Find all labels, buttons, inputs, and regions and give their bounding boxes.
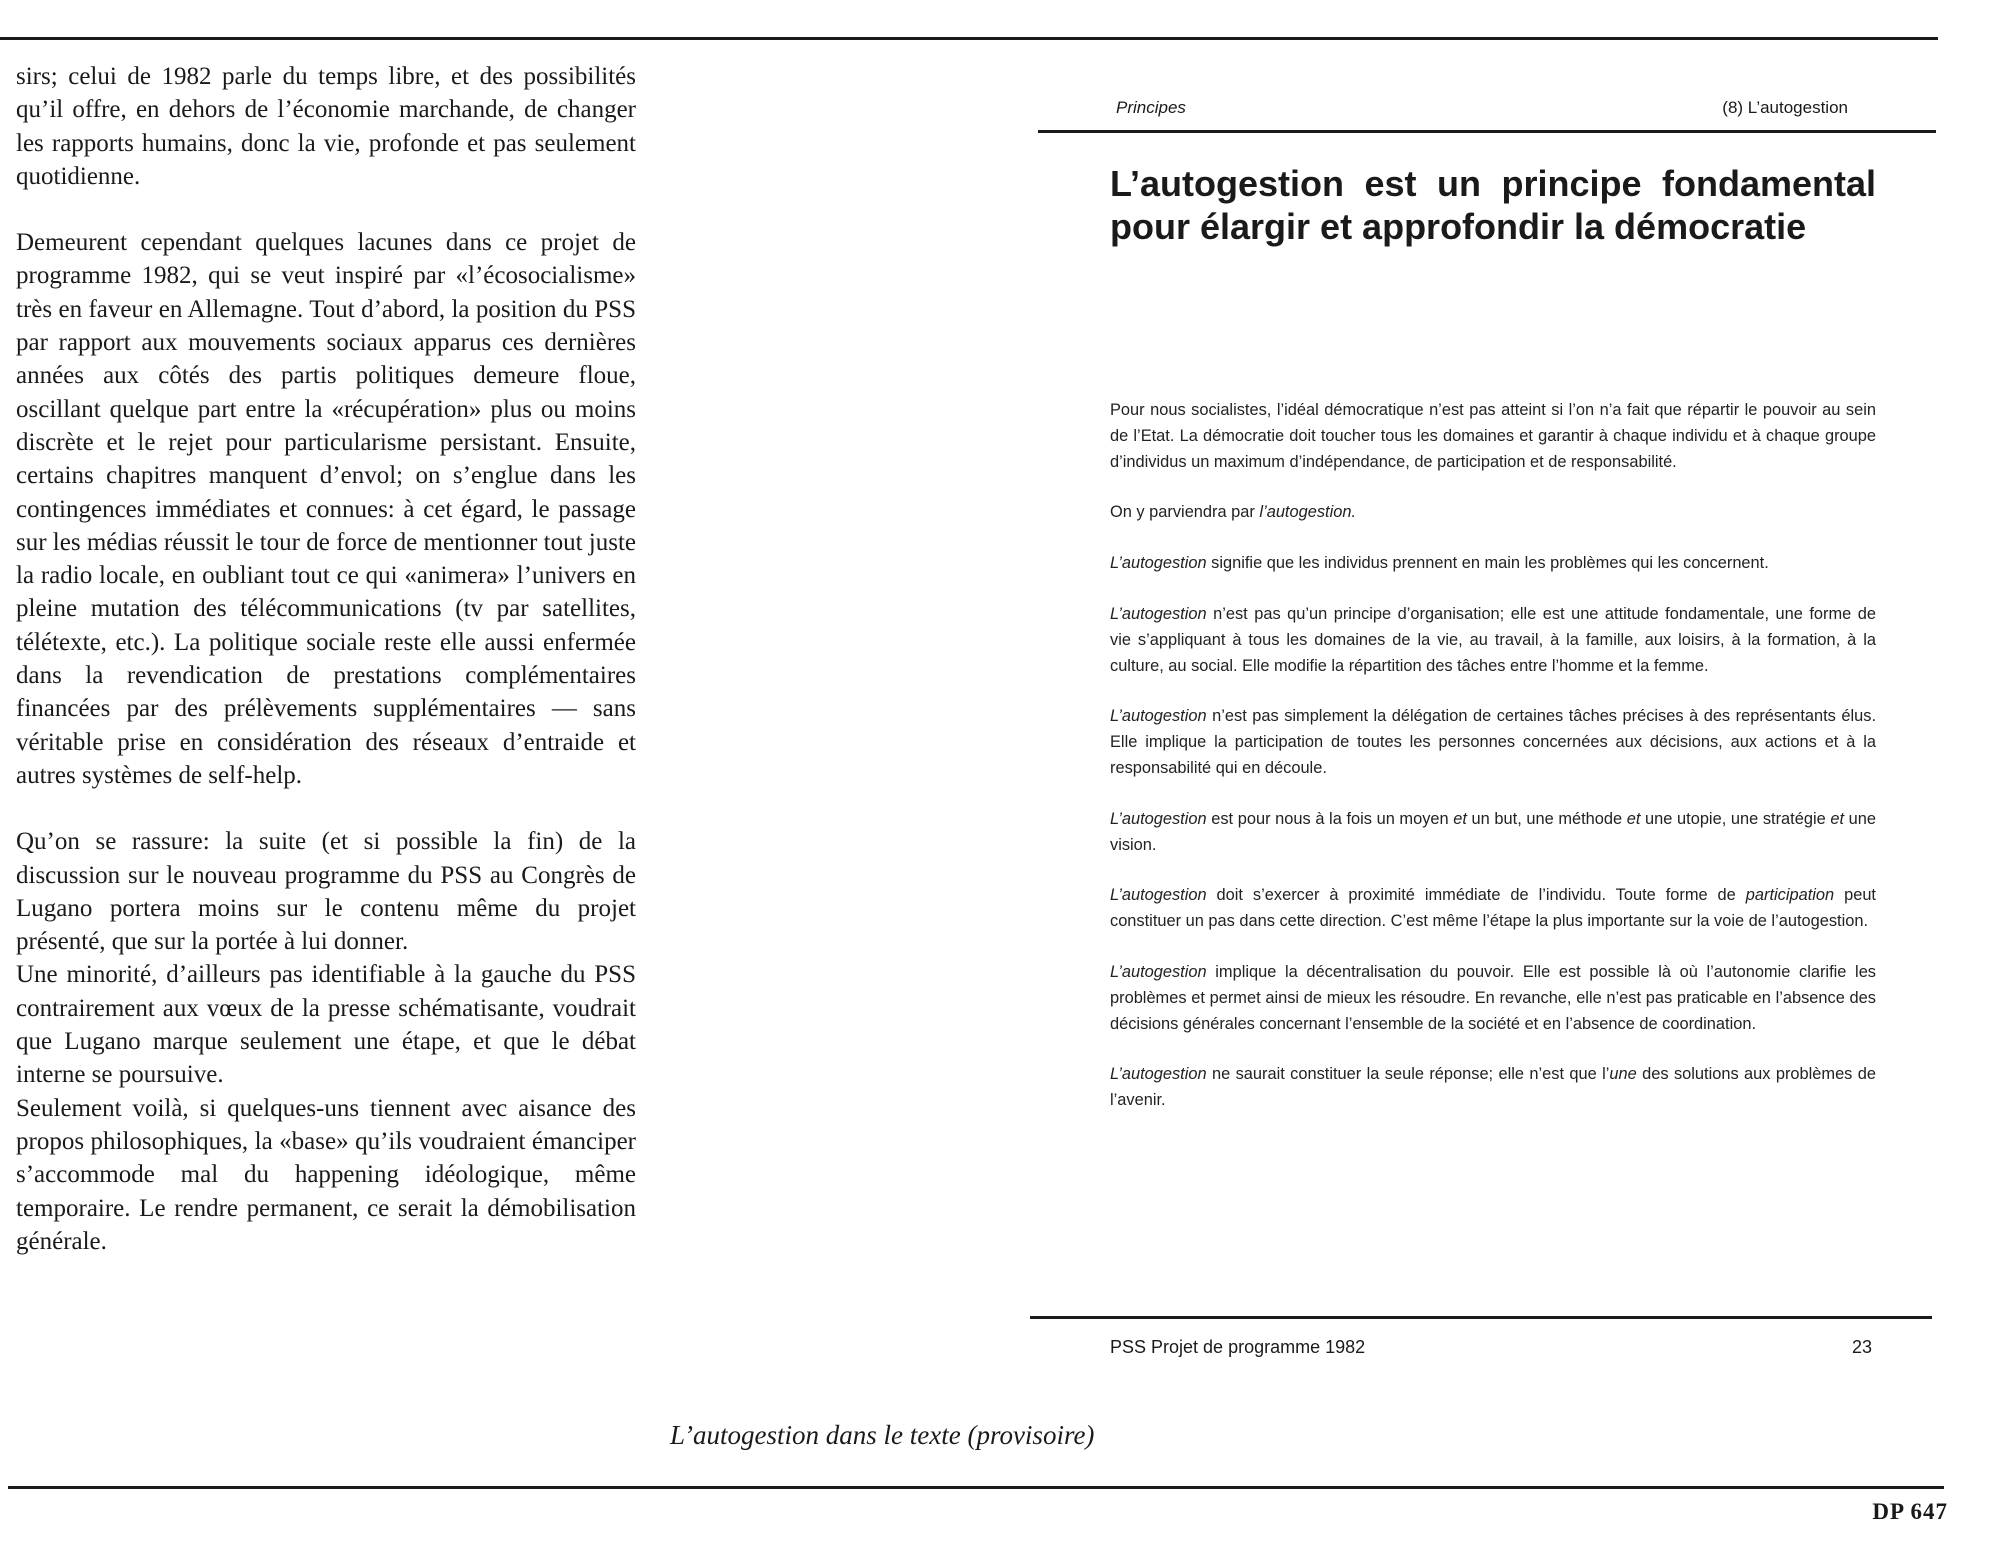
bottom-rule: [8, 1486, 1944, 1489]
left-column-article: [16, 60, 636, 1258]
article-paragraph: Qu’on se rassure: la suite (et si possible la fin) de la discussion sur le nouveau programme du PSS au Congrès de Lugano portera moins sur le contenu même du projet présenté, que sur la portée à lui donner.: [16, 828, 636, 956]
article-paragraph: Une minorité, d’ailleurs pas identifiable à la gauche du PSS contrairement aux vœux de la presse schématisante, voudrait que Lugano marque seulement une étape, et que le débat interne se poursuive.: [16, 961, 636, 1089]
inset-section-id: (8) L’autogestion: [1722, 98, 1848, 117]
inset-page-number: 23: [1851, 1337, 1872, 1357]
article-paragraph: sirs; celui de 1982 parle du temps libre, et des possibilités qu’il offre, en dehors de l’économie marchande, de changer les rapports humains, donc la vie, profonde et pas seulement quotidienne.: [16, 63, 636, 190]
inset-footer-source: PSS Projet de programme 1982: [1110, 1337, 1366, 1357]
inset-paragraph: On y parviendra par l’autogestion.: [1110, 503, 1357, 522]
inset-paragraph: L’autogestion est pour nous à la fois un moyen et un but, une méthode et une utopie, une stratégie et une vision.: [1110, 809, 1876, 854]
inset-paragraph: L’autogestion signifie que les individus prennent en main les problèmes qui les concernent.: [1110, 554, 1769, 573]
inset-paragraph: L’autogestion n’est pas qu’un principe d’organisation; elle est une attitude fondamentale, une forme de vie s’appliquant à tous les domaines de la vie, au travail, à la famille, aux loisirs, à la formation, à la culture, au social. Elle modifie la répartition des tâches entre l’homme et la femme.: [1110, 604, 1876, 675]
inset-title: L’autogestion est un principe fondamental pour élargir et approfondir la démocratie: [1110, 163, 1876, 247]
top-rule: [0, 37, 1938, 40]
issue-reference: DP 647: [1872, 1499, 1948, 1524]
inset-caption: L’autogestion dans le texte (provisoire): [670, 1420, 1095, 1450]
article-paragraph: Demeurent cependant quelques lacunes dans ce projet de programme 1982, qui se veut inspiré par «l’écosocialisme» très en faveur en Allemagne. Tout d’abord, la position du PSS par rapport aux mouvements sociaux apparus ces dernières années aux côtés des partis politiques demeure floue, oscillant quelque part entre la «récupération» plus ou moins discrète et le rejet pour particularisme persistant. Ensuite, certains chapitres manquent d’envol; on s’englue dans les contingences immédiates et connues: à cet égard, le passage sur les médias réussit le tour de force de mentionner tout juste la radio locale, en oubliant tout ce qui «animera» l’univers en pleine mutation des télécommunications (tv par satellites, télétexte, etc.). La politique sociale reste elle aussi enfermée dans la revendication de prestations complémentaires financées par des prélèvements supplémentaires — sans véritable prise en considération des réseaux d’entraide et autres systèmes de self-help.: [16, 229, 636, 789]
inset-top-rule: [1038, 130, 1936, 133]
inset-bottom-rule: [1030, 1316, 1932, 1319]
inset-paragraph: L’autogestion implique la décentralisation du pouvoir. Elle est possible là où l’autonomie clarifie les problèmes et permet ainsi de mieux les résoudre. En revanche, elle n’est pas praticable en l’absence des décisions générales concernant l’ensemble de la société et en l’absence de coordination.: [1110, 962, 1876, 1033]
inset-paragraph: L’autogestion ne saurait constituer la seule réponse; elle n’est que l’une des solutions aux problèmes de l’avenir.: [1110, 1065, 1876, 1110]
inset-section-label: Principes: [1116, 98, 1186, 117]
inset-paragraph: L’autogestion doit s’exercer à proximité immédiate de l’individu. Toute forme de participation peut constituer un pas dans cette direction. C’est même l’étape la plus importante sur la voie de l’autogestion.: [1110, 886, 1876, 931]
inset-paragraph: L’autogestion n’est pas simplement la délégation de certaines tâches précises à des représentants élus. Elle implique la participation de toutes les personnes concernées aux décisions, aux actions et à la responsabilité qui en découle.: [1110, 707, 1876, 777]
inset-paragraph: Pour nous socialistes, l’idéal démocratique n’est pas atteint si l’on n’a fait que répartir le pouvoir au sein de l’Etat. La démocratie doit toucher tous les domaines et garantir à chaque individu et à chaque groupe d’individus un maximum d’indépendance, de participation et de responsabilité.: [1110, 401, 1876, 471]
inset-body: [1110, 398, 1876, 1139]
reproduced-program-page: [1030, 90, 1936, 1380]
article-paragraph: Seulement voilà, si quelques-uns tiennent avec aisance des propos philosophiques, la «base» qu’ils voudraient émanciper s’accommode mal du happening idéologique, même temporaire. Le rendre permanent, ce serait la démobilisation générale.: [16, 1094, 636, 1255]
